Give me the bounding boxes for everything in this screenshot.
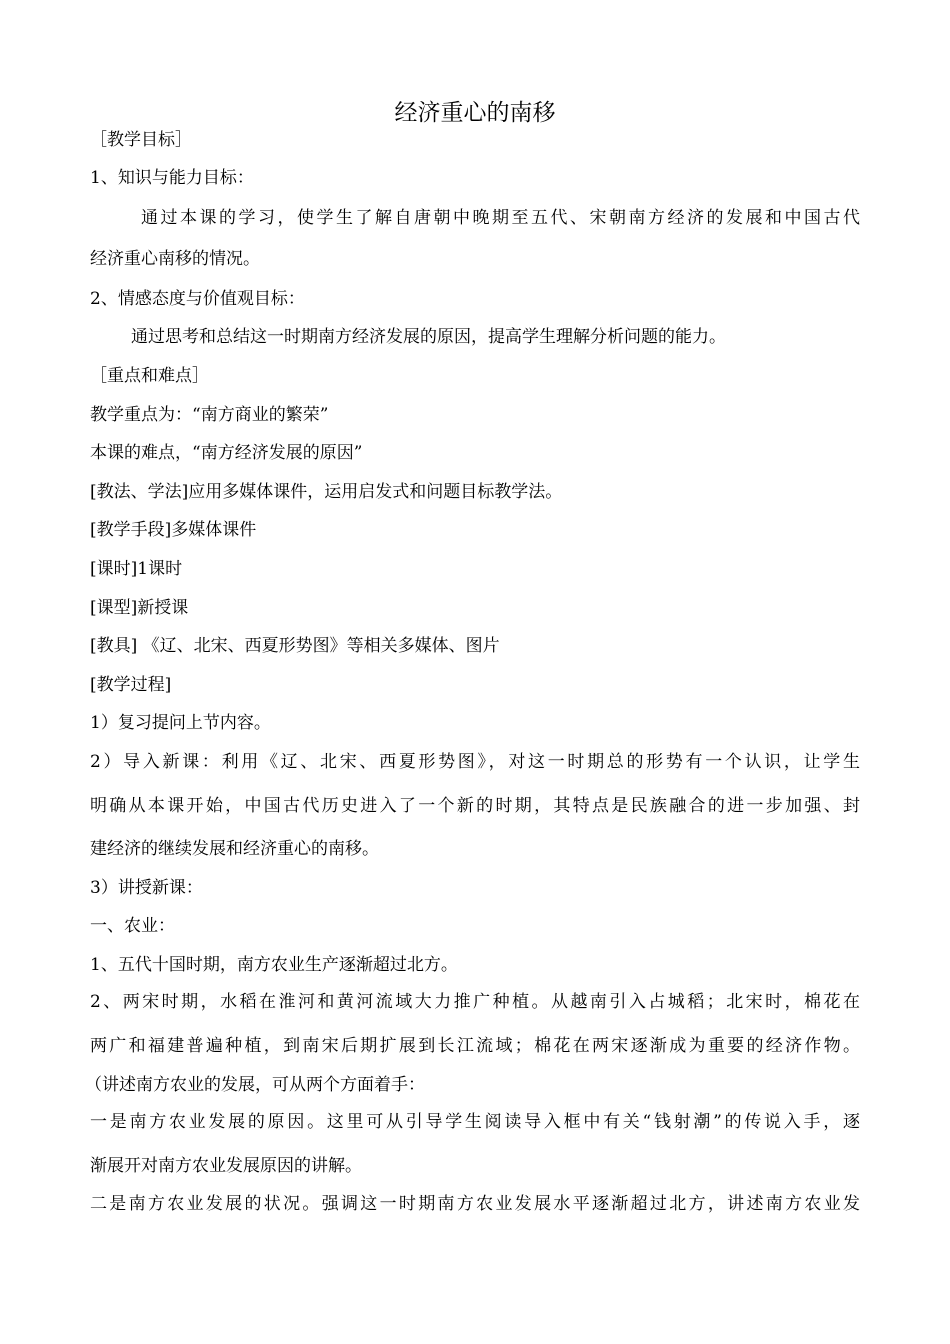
paragraph-line: 2、情感态度与价值观目标：: [90, 289, 305, 309]
paragraph-line: 1）复习提问上节内容。: [90, 713, 271, 733]
paragraph-line: [教具] 《辽、北宋、西夏形势图》等相关多媒体、图片: [90, 636, 500, 656]
paragraph-line: （讲述南方农业的发展，可从两个方面着手：: [85, 1075, 425, 1095]
paragraph-line: [课型]新授课: [90, 598, 189, 618]
paragraph-line: [教法、学法]应用多媒体课件，运用启发式和问题目标教学法。: [90, 482, 563, 502]
section-heading-key-points: ［重点和难点］: [90, 366, 209, 386]
paragraph-line: 3）讲授新课：: [90, 878, 203, 898]
paragraph-line: 建经济的继续发展和经济重心的南移。: [90, 839, 379, 859]
paragraph-line: 一、农业：: [90, 916, 175, 936]
document-title: 经济重心的南移: [394, 100, 556, 126]
paragraph-line: 两广和福建普遍种植，到南宋后期扩展到长江流域；棉花在两宋逐渐成为重要的经济作物。: [90, 1036, 860, 1056]
paragraph-line: 二是南方农业发展的状况。强调这一时期南方农业发展水平逐渐超过北方，讲述南方农业发: [90, 1194, 860, 1214]
paragraph-line: 明确从本课开始，中国古代历史进入了一个新的时期，其特点是民族融合的进一步加强、封: [90, 796, 860, 816]
paragraph-line: 1、五代十国时期，南方农业生产逐渐超过北方。: [90, 955, 458, 975]
paragraph-line: 通过本课的学习，使学生了解自唐朝中晚期至五代、宋朝南方经济的发展和中国古代: [141, 208, 860, 228]
section-heading-process: [教学过程]: [90, 675, 172, 695]
paragraph-line: [教学手段]多媒体课件: [90, 520, 257, 540]
paragraph-line: 渐展开对南方农业发展原因的讲解。: [90, 1156, 362, 1176]
paragraph-line: 2）导入新课：利用《辽、北宋、西夏形势图》，对这一时期总的形势有一个认识，让学生: [90, 752, 860, 772]
paragraph-line: [课时]1课时: [90, 559, 183, 579]
paragraph-line: 1、知识与能力目标：: [90, 168, 254, 188]
paragraph-line: 2、两宋时期，水稻在淮河和黄河流域大力推广种植。从越南引入占城稻；北宋时，棉花在: [90, 992, 860, 1012]
paragraph-line: 教学重点为：“南方商业的繁荣”: [90, 405, 329, 425]
paragraph-line: 经济重心南移的情况。: [90, 249, 260, 269]
paragraph-line: 本课的难点，“南方经济发展的原因”: [90, 443, 363, 463]
section-heading-teaching-goals: ［教学目标］: [90, 130, 192, 150]
paragraph-line: 通过思考和总结这一时期南方经济发展的原因，提高学生理解分析问题的能力。: [131, 327, 726, 347]
paragraph-line: 一是南方农业发展的原因。这里可从引导学生阅读导入框中有关“钱射潮”的传说入手，逐: [90, 1112, 860, 1132]
